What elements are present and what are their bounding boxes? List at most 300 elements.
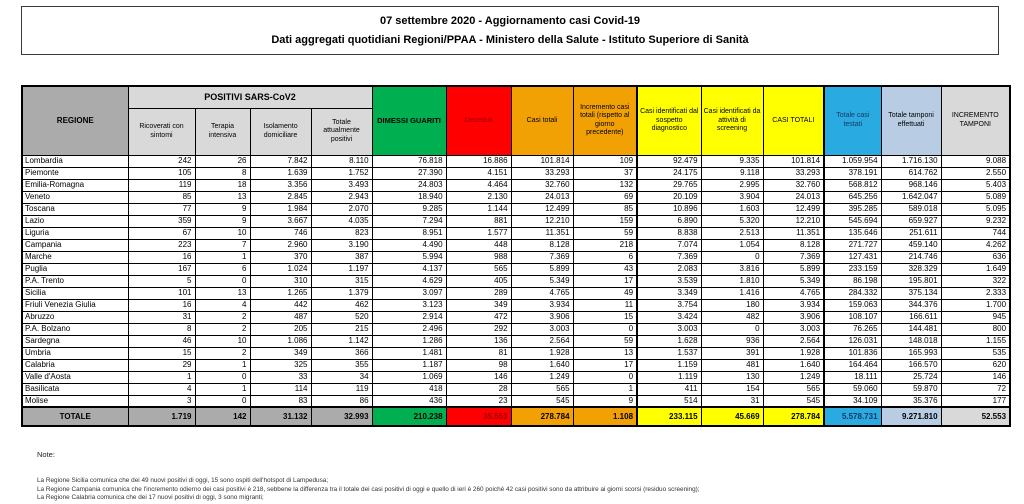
totals-value-cell: 1.108 — [573, 407, 637, 426]
value-cell: 589.018 — [881, 203, 941, 215]
value-cell: 5.349 — [763, 275, 824, 287]
value-cell: 3 — [128, 395, 195, 407]
value-cell: 72 — [941, 383, 1010, 395]
table-row — [22, 239, 1010, 251]
value-cell: 59 — [573, 227, 637, 239]
value-cell: 15 — [573, 311, 637, 323]
value-cell: 1.265 — [250, 287, 311, 299]
value-cell: 545 — [763, 395, 824, 407]
value-cell: 0 — [573, 371, 637, 383]
region-name-cell: Emilia-Romagna — [22, 179, 128, 191]
region-name-cell: Lazio — [22, 215, 128, 227]
region-name-cell: Sardegna — [22, 335, 128, 347]
notes-title: Note: — [37, 450, 55, 459]
value-cell: 17 — [573, 275, 637, 287]
value-cell: 2.564 — [511, 335, 573, 347]
value-cell: 101.814 — [763, 155, 824, 167]
value-cell: 3.493 — [311, 179, 372, 191]
column-header-screening: Casi identificati da attività di screening — [701, 86, 763, 155]
value-cell: 520 — [311, 311, 372, 323]
region-name-cell: Abruzzo — [22, 311, 128, 323]
report-title-line2: Dati aggregati quotidiani Regioni/PPAA - Ministero della Salute - Istituto Superiore di Sanità — [271, 34, 749, 47]
value-cell: 2 — [195, 311, 250, 323]
value-cell: 4.765 — [511, 287, 573, 299]
value-cell: 5.994 — [372, 251, 446, 263]
value-cell: 205 — [250, 323, 311, 335]
value-cell: 105 — [128, 167, 195, 179]
value-cell: 31 — [128, 311, 195, 323]
value-cell: 251.611 — [881, 227, 941, 239]
value-cell: 8.110 — [311, 155, 372, 167]
value-cell: 387 — [311, 251, 372, 263]
table-row — [22, 371, 1010, 383]
value-cell: 76.818 — [372, 155, 446, 167]
column-header-terapia-intensiva: Terapia intensiva — [195, 108, 250, 155]
totals-value-cell: 31.132 — [250, 407, 311, 426]
value-cell: 366 — [311, 347, 372, 359]
value-cell: 59.060 — [824, 383, 881, 395]
value-cell: 5.899 — [511, 263, 573, 275]
region-name-cell: Toscana — [22, 203, 128, 215]
table-row — [22, 359, 1010, 371]
value-cell: 7.369 — [637, 251, 701, 263]
value-cell: 4 — [128, 383, 195, 395]
value-cell: 67 — [128, 227, 195, 239]
value-cell: 4.035 — [311, 215, 372, 227]
value-cell: 9 — [195, 215, 250, 227]
column-header-casi-testati: Totale casi testati — [824, 86, 881, 155]
value-cell: 1.197 — [311, 263, 372, 275]
value-cell: 24.013 — [511, 191, 573, 203]
region-name-cell: P.A. Trento — [22, 275, 128, 287]
value-cell: 310 — [250, 275, 311, 287]
value-cell: 1.752 — [311, 167, 372, 179]
value-cell: 1.640 — [763, 359, 824, 371]
value-cell: 1.628 — [637, 335, 701, 347]
value-cell: 988 — [446, 251, 511, 263]
value-cell: 349 — [250, 347, 311, 359]
value-cell: 135.646 — [824, 227, 881, 239]
table-row — [22, 227, 1010, 239]
value-cell: 136 — [446, 335, 511, 347]
value-cell: 148.018 — [881, 335, 941, 347]
value-cell: 114 — [250, 383, 311, 395]
value-cell: 436 — [372, 395, 446, 407]
table-row — [22, 215, 1010, 227]
value-cell: 24.803 — [372, 179, 446, 191]
value-cell: 3.904 — [701, 191, 763, 203]
value-cell: 3.906 — [511, 311, 573, 323]
table-row — [22, 395, 1010, 407]
value-cell: 292 — [446, 323, 511, 335]
value-cell: 565 — [511, 383, 573, 395]
value-cell: 29 — [128, 359, 195, 371]
value-cell: 11 — [573, 299, 637, 311]
value-cell: 1.054 — [701, 239, 763, 251]
value-cell: 223 — [128, 239, 195, 251]
value-cell: 46 — [128, 335, 195, 347]
value-cell: 411 — [637, 383, 701, 395]
region-name-cell: Sicilia — [22, 287, 128, 299]
value-cell: 86.198 — [824, 275, 881, 287]
column-header-ricoverati: Ricoverati con sintomi — [128, 108, 195, 155]
value-cell: 620 — [941, 359, 1010, 371]
value-cell: 936 — [701, 335, 763, 347]
value-cell: 3.906 — [763, 311, 824, 323]
value-cell: 1.649 — [941, 263, 1010, 275]
value-cell: 325 — [250, 359, 311, 371]
value-cell: 9.232 — [941, 215, 1010, 227]
value-cell: 8 — [195, 167, 250, 179]
value-cell: 2.550 — [941, 167, 1010, 179]
report-title-line1: 07 settembre 2020 - Aggiornamento casi Covid-19 — [379, 14, 640, 27]
table-row — [22, 275, 1010, 287]
value-cell: 378.191 — [824, 167, 881, 179]
value-cell: 1.642.047 — [881, 191, 941, 203]
value-cell: 25.724 — [881, 371, 941, 383]
totals-row — [22, 407, 1010, 426]
column-header-tamponi-effettuati: Totale tamponi effettuati — [881, 86, 941, 155]
value-cell: 4.464 — [446, 179, 511, 191]
value-cell: 322 — [941, 275, 1010, 287]
totals-value-cell: 5.578.731 — [824, 407, 881, 426]
table-row — [22, 203, 1010, 215]
value-cell: 76.265 — [824, 323, 881, 335]
value-cell: 4.262 — [941, 239, 1010, 251]
value-cell: 3.816 — [701, 263, 763, 275]
value-cell: 1.537 — [637, 347, 701, 359]
value-cell: 4.765 — [763, 287, 824, 299]
note-line-calabria: La Regione Calabria comunica che dei 17 nuovi positivi di oggi, 3 sono migranti; — [37, 494, 264, 502]
value-cell: 6.890 — [637, 215, 701, 227]
value-cell: 344.376 — [881, 299, 941, 311]
value-cell: 59 — [573, 335, 637, 347]
table-row — [22, 167, 1010, 179]
value-cell: 1.155 — [941, 335, 1010, 347]
value-cell: 85 — [573, 203, 637, 215]
value-cell: 3.123 — [372, 299, 446, 311]
value-cell: 215 — [311, 323, 372, 335]
value-cell: 214.746 — [881, 251, 941, 263]
value-cell: 3.349 — [637, 287, 701, 299]
value-cell: 159 — [573, 215, 637, 227]
value-cell: 24.175 — [637, 167, 701, 179]
value-cell: 12.210 — [511, 215, 573, 227]
value-cell: 1.286 — [372, 335, 446, 347]
value-cell: 15 — [128, 347, 195, 359]
value-cell: 6 — [195, 263, 250, 275]
value-cell: 164.464 — [824, 359, 881, 371]
totals-value-cell: 278.784 — [511, 407, 573, 426]
value-cell: 472 — [446, 311, 511, 323]
table-row — [22, 323, 1010, 335]
column-header-sospetto-diagnostico: Casi identificati dal sospetto diagnostico — [637, 86, 701, 155]
value-cell: 746 — [250, 227, 311, 239]
value-cell: 13 — [573, 347, 637, 359]
value-cell: 195.801 — [881, 275, 941, 287]
totals-value-cell: 35.553 — [446, 407, 511, 426]
value-cell: 1.024 — [250, 263, 311, 275]
value-cell: 4.151 — [446, 167, 511, 179]
value-cell: 1.700 — [941, 299, 1010, 311]
value-cell: 29.765 — [637, 179, 701, 191]
value-cell: 0 — [195, 395, 250, 407]
value-cell: 7.369 — [763, 251, 824, 263]
value-cell: 242 — [128, 155, 195, 167]
value-cell: 945 — [941, 311, 1010, 323]
value-cell: 18 — [195, 179, 250, 191]
value-cell: 1 — [195, 383, 250, 395]
value-cell: 16 — [128, 251, 195, 263]
value-cell: 284.332 — [824, 287, 881, 299]
totals-value-cell: 233.115 — [637, 407, 701, 426]
region-name-cell: P.A. Bolzano — [22, 323, 128, 335]
value-cell: 3.934 — [763, 299, 824, 311]
value-cell: 34 — [311, 371, 372, 383]
value-cell: 13 — [195, 287, 250, 299]
region-name-cell: Veneto — [22, 191, 128, 203]
value-cell: 2 — [195, 347, 250, 359]
value-cell: 395.285 — [824, 203, 881, 215]
value-cell: 9.335 — [701, 155, 763, 167]
value-cell: 218 — [573, 239, 637, 251]
value-cell: 180 — [701, 299, 763, 311]
value-cell: 10 — [195, 227, 250, 239]
table-header — [22, 86, 1010, 155]
value-cell: 545 — [511, 395, 573, 407]
value-cell: 16 — [128, 299, 195, 311]
value-cell: 119 — [128, 179, 195, 191]
region-name-cell: Campania — [22, 239, 128, 251]
region-name-cell: Basilicata — [22, 383, 128, 395]
totals-value-cell: 32.993 — [311, 407, 372, 426]
value-cell: 92.479 — [637, 155, 701, 167]
region-name-cell: Marche — [22, 251, 128, 263]
value-cell: 1.159 — [637, 359, 701, 371]
value-cell: 391 — [701, 347, 763, 359]
column-header-dimessi-guariti: DIMESSI GUARITI — [372, 86, 446, 155]
value-cell: 568.812 — [824, 179, 881, 191]
table-row — [22, 347, 1010, 359]
value-cell: 24.013 — [763, 191, 824, 203]
value-cell: 77 — [128, 203, 195, 215]
value-cell: 1.144 — [446, 203, 511, 215]
value-cell: 7.294 — [372, 215, 446, 227]
value-cell: 2.564 — [763, 335, 824, 347]
value-cell: 26 — [195, 155, 250, 167]
value-cell: 7.842 — [250, 155, 311, 167]
value-cell: 5.095 — [941, 203, 1010, 215]
value-cell: 4.629 — [372, 275, 446, 287]
table-body — [22, 155, 1010, 426]
value-cell: 359 — [128, 215, 195, 227]
value-cell: 1.379 — [311, 287, 372, 299]
value-cell: 33.293 — [511, 167, 573, 179]
value-cell: 8.838 — [637, 227, 701, 239]
value-cell: 1.249 — [763, 371, 824, 383]
column-header-regione: REGIONE — [22, 86, 128, 155]
value-cell: 349 — [446, 299, 511, 311]
value-cell: 3.097 — [372, 287, 446, 299]
value-cell: 645.256 — [824, 191, 881, 203]
value-cell: 33 — [250, 371, 311, 383]
value-cell: 32.760 — [511, 179, 573, 191]
covid-data-table — [21, 85, 1011, 427]
value-cell: 12.499 — [763, 203, 824, 215]
value-cell: 482 — [701, 311, 763, 323]
region-name-cell: Calabria — [22, 359, 128, 371]
value-cell: 1.984 — [250, 203, 311, 215]
totals-value-cell: 210.238 — [372, 407, 446, 426]
value-cell: 1.059.954 — [824, 155, 881, 167]
region-name-cell: Piemonte — [22, 167, 128, 179]
table-row — [22, 299, 1010, 311]
value-cell: 69 — [573, 191, 637, 203]
region-name-cell: Valle d'Aosta — [22, 371, 128, 383]
value-cell: 7.074 — [637, 239, 701, 251]
value-cell: 1.928 — [511, 347, 573, 359]
value-cell: 165.993 — [881, 347, 941, 359]
value-cell: 8 — [128, 323, 195, 335]
value-cell: 271.727 — [824, 239, 881, 251]
value-cell: 18.940 — [372, 191, 446, 203]
value-cell: 3.003 — [511, 323, 573, 335]
value-cell: 1.416 — [701, 287, 763, 299]
table-row — [22, 155, 1010, 167]
value-cell: 1.142 — [311, 335, 372, 347]
value-cell: 659.927 — [881, 215, 941, 227]
value-cell: 4.490 — [372, 239, 446, 251]
value-cell: 614.762 — [881, 167, 941, 179]
value-cell: 11.351 — [763, 227, 824, 239]
value-cell: 3.934 — [511, 299, 573, 311]
value-cell: 7.369 — [511, 251, 573, 263]
value-cell: 130 — [701, 371, 763, 383]
value-cell: 2.960 — [250, 239, 311, 251]
value-cell: 1.928 — [763, 347, 824, 359]
table-row — [22, 383, 1010, 395]
value-cell: 1.603 — [701, 203, 763, 215]
value-cell: 28 — [446, 383, 511, 395]
note-line-sicilia: La Regione Sicilia comunica che dei 49 nuovi positivi di oggi, 15 sono ospiti dell'hotspot di Lampedusa; — [37, 477, 329, 484]
value-cell: 514 — [637, 395, 701, 407]
value-cell: 442 — [250, 299, 311, 311]
value-cell: 177 — [941, 395, 1010, 407]
value-cell: 565 — [446, 263, 511, 275]
value-cell: 565 — [763, 383, 824, 395]
value-cell: 355 — [311, 359, 372, 371]
value-cell: 85 — [128, 191, 195, 203]
value-cell: 109 — [573, 155, 637, 167]
value-cell: 146 — [941, 371, 1010, 383]
table-row — [22, 251, 1010, 263]
value-cell: 2 — [195, 323, 250, 335]
value-cell: 10 — [195, 335, 250, 347]
value-cell: 20.109 — [637, 191, 701, 203]
value-cell: 154 — [701, 383, 763, 395]
value-cell: 159.063 — [824, 299, 881, 311]
region-name-cell: Friuli Venezia Giulia — [22, 299, 128, 311]
value-cell: 119 — [311, 383, 372, 395]
value-cell: 127.431 — [824, 251, 881, 263]
table-row — [22, 311, 1010, 323]
value-cell: 0 — [701, 323, 763, 335]
value-cell: 83 — [250, 395, 311, 407]
table-row — [22, 179, 1010, 191]
value-cell: 3.003 — [637, 323, 701, 335]
value-cell: 1.639 — [250, 167, 311, 179]
value-cell: 12.499 — [511, 203, 573, 215]
value-cell: 5.089 — [941, 191, 1010, 203]
totals-value-cell: 278.784 — [763, 407, 824, 426]
value-cell: 233.159 — [824, 263, 881, 275]
value-cell: 1 — [573, 383, 637, 395]
notes-section — [37, 450, 997, 503]
value-cell: 101.814 — [511, 155, 573, 167]
value-cell: 823 — [311, 227, 372, 239]
value-cell: 370 — [250, 251, 311, 263]
value-cell: 35.376 — [881, 395, 941, 407]
value-cell: 146 — [446, 371, 511, 383]
totals-value-cell: 9.271.810 — [881, 407, 941, 426]
value-cell: 5.349 — [511, 275, 573, 287]
value-cell: 3.003 — [763, 323, 824, 335]
region-name-cell: Umbria — [22, 347, 128, 359]
value-cell: 0 — [195, 275, 250, 287]
column-header-casi-totali: Casi totali — [511, 86, 573, 155]
value-cell: 3.539 — [637, 275, 701, 287]
value-cell: 4.137 — [372, 263, 446, 275]
value-cell: 8.128 — [763, 239, 824, 251]
column-header-isolamento: Isolamento domiciliare — [250, 108, 311, 155]
value-cell: 289 — [446, 287, 511, 299]
value-cell: 1.640 — [511, 359, 573, 371]
value-cell: 328.329 — [881, 263, 941, 275]
value-cell: 101.836 — [824, 347, 881, 359]
value-cell: 462 — [311, 299, 372, 311]
region-name-cell: Puglia — [22, 263, 128, 275]
table-row — [22, 335, 1010, 347]
value-cell: 744 — [941, 227, 1010, 239]
value-cell: 535 — [941, 347, 1010, 359]
value-cell: 459.140 — [881, 239, 941, 251]
value-cell: 12.210 — [763, 215, 824, 227]
value-cell: 4 — [195, 299, 250, 311]
value-cell: 2.083 — [637, 263, 701, 275]
totals-label-cell: TOTALE — [22, 407, 128, 426]
value-cell: 3.190 — [311, 239, 372, 251]
value-cell: 2.496 — [372, 323, 446, 335]
value-cell: 1 — [195, 359, 250, 371]
value-cell: 3.667 — [250, 215, 311, 227]
column-group-positivi: POSITIVI SARS-CoV2 — [128, 86, 372, 108]
value-cell: 101 — [128, 287, 195, 299]
value-cell: 27.390 — [372, 167, 446, 179]
table-row — [22, 191, 1010, 203]
value-cell: 2.070 — [311, 203, 372, 215]
value-cell: 2.130 — [446, 191, 511, 203]
value-cell: 1.481 — [372, 347, 446, 359]
value-cell: 11.351 — [511, 227, 573, 239]
value-cell: 545.694 — [824, 215, 881, 227]
value-cell: 1.086 — [250, 335, 311, 347]
value-cell: 167 — [128, 263, 195, 275]
value-cell: 132 — [573, 179, 637, 191]
totals-value-cell: 1.719 — [128, 407, 195, 426]
column-header-casi-totali-caps: CASI TOTALI — [763, 86, 824, 155]
value-cell: 800 — [941, 323, 1010, 335]
value-cell: 375.134 — [881, 287, 941, 299]
